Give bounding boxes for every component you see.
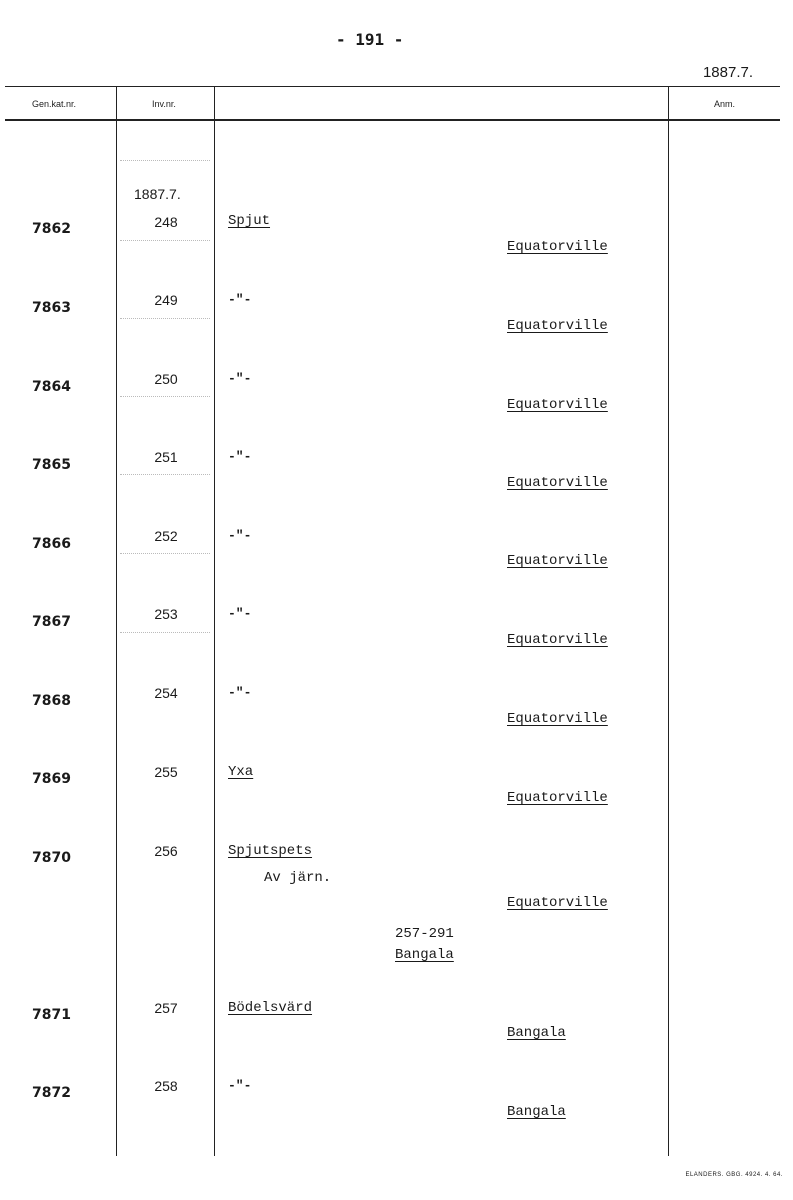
gen-number: 7862: [32, 221, 71, 237]
object-description: -"-: [228, 1078, 252, 1093]
printer-imprint: ELANDERS. GBG. 4924. 4. 64.: [685, 1172, 783, 1178]
inv-number: 254: [154, 685, 178, 701]
object-description: Spjut: [228, 213, 271, 229]
inv-number: 249: [154, 292, 178, 308]
gen-number: 7871: [32, 1007, 71, 1023]
object-description: -"-: [228, 685, 252, 700]
gen-number: 7869: [32, 771, 71, 787]
gen-number: 7864: [32, 379, 71, 395]
locality: Equatorville: [507, 239, 608, 255]
locality: Equatorville: [507, 397, 608, 413]
locality: Equatorville: [507, 475, 608, 491]
column-header-gen: Gen.kat.nr.: [32, 99, 77, 109]
scan-mark: [120, 474, 210, 475]
object-description: Bödelsvärd: [228, 1000, 313, 1016]
gen-number: 7868: [32, 693, 71, 709]
gen-number: 7872: [32, 1085, 71, 1101]
inv-number: 258: [154, 1078, 178, 1094]
group-range: 257-291: [395, 926, 454, 942]
scan-mark: [120, 318, 210, 319]
inv-number: 256: [154, 843, 178, 859]
column-header-anm: Anm.: [714, 99, 736, 109]
inv-number: 252: [154, 528, 178, 544]
scan-mark: [120, 160, 210, 161]
col-divider-gen: [116, 86, 117, 1156]
gen-number: 7865: [32, 457, 71, 473]
object-note: Av järn.: [264, 870, 332, 886]
inv-number: 255: [154, 764, 178, 780]
object-description: Yxa: [228, 764, 254, 780]
locality: Equatorville: [507, 895, 608, 911]
scan-mark: [120, 396, 210, 397]
object-description: -"-: [228, 371, 252, 386]
object-description: -"-: [228, 292, 252, 307]
locality: Equatorville: [507, 553, 608, 569]
object-description: -"-: [228, 449, 252, 464]
locality: Bangala: [507, 1104, 566, 1120]
group-place: Bangala: [395, 947, 454, 963]
gen-number: 7867: [32, 614, 71, 630]
gen-number: 7870: [32, 850, 71, 866]
col-divider-anm: [668, 86, 669, 1156]
inv-number: 253: [154, 606, 178, 622]
locality: Equatorville: [507, 711, 608, 727]
scan-mark: [120, 632, 210, 633]
col-divider-inv: [214, 86, 215, 1156]
locality: Equatorville: [507, 318, 608, 334]
gen-number: 7863: [32, 300, 71, 316]
inv-number: 257: [154, 1000, 178, 1016]
inv-number: 251: [154, 449, 178, 465]
locality: Equatorville: [507, 790, 608, 806]
inv-number: 248: [154, 214, 178, 230]
header-bottom-rule: [5, 119, 780, 121]
column-header-inv: Inv.nr.: [152, 99, 176, 109]
locality: Bangala: [507, 1025, 566, 1041]
section-date: 1887.7.: [134, 186, 181, 202]
scan-mark: [120, 240, 210, 241]
object-description: Spjutspets: [228, 843, 313, 859]
header-date: 1887.7.: [702, 64, 753, 81]
locality: Equatorville: [507, 632, 608, 648]
scan-mark: [120, 553, 210, 554]
object-description: -"-: [228, 528, 252, 543]
header-top-rule: [5, 86, 780, 87]
page-number: - 191 -: [336, 30, 404, 49]
inv-number: 250: [154, 371, 178, 387]
gen-number: 7866: [32, 536, 71, 552]
object-description: -"-: [228, 606, 252, 621]
